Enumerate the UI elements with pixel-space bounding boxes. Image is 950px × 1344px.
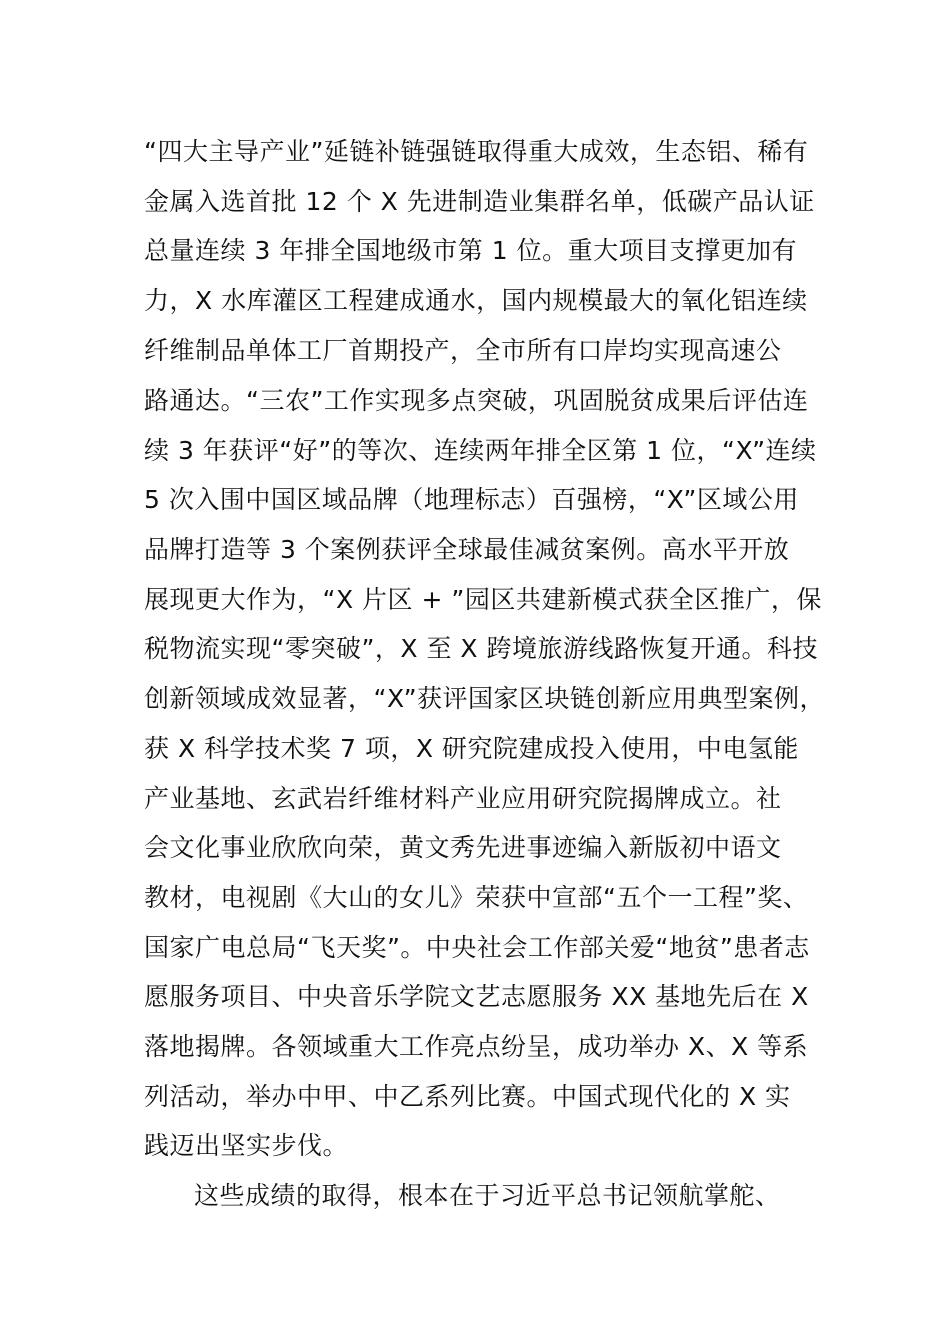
paragraph-line-14: 产业基地、玄武岩纤维材料产业应用研究院揭牌成立。社 bbox=[144, 784, 782, 813]
paragraph-line-20: 列活动，举办中甲、中乙系列比赛。中国式现代化的 X 实 bbox=[144, 1082, 791, 1111]
paragraph-line-1: “四大主导产业”延链补链强链取得重大成效，生态铝、稀有 bbox=[144, 137, 809, 166]
paragraph-line-4: 力，X 水库灌区工程建成通水，国内规模最大的氧化铝连续 bbox=[144, 286, 808, 315]
paragraph-line-5: 纤维制品单体工厂首期投产，全市所有口岸均实现高速公 bbox=[144, 336, 782, 365]
paragraph-line-12: 创新领域成效显著，“X”获评国家区块链创新应用典型案例， bbox=[144, 684, 826, 713]
paragraph-line-17: 国家广电总局“飞天奖”。中央社会工作部关爱“地贫”患者志 bbox=[144, 933, 810, 962]
paragraph-line-16: 教材，电视剧《大山的女儿》荣获中宣部“五个一工程”奖、 bbox=[144, 883, 809, 912]
paragraph-line-7: 续 3 年获评“好”的等次、连续两年排全区第 1 位，“X”连续 bbox=[144, 436, 817, 465]
paragraph-line-3: 总量连续 3 年排全国地级市第 1 位。重大项目支撑更加有 bbox=[144, 236, 798, 265]
paragraph-line-10: 展现更大作为，“X 片区 + ”园区共建新模式获全区推广，保 bbox=[144, 585, 822, 614]
paragraph-line-18: 愿服务项目、中央音乐学院文艺志愿服务 XX 基地先后在 X bbox=[144, 982, 809, 1011]
next-paragraph-line: 这些成绩的取得，根本在于习近平总书记领航掌舵、 bbox=[194, 1181, 781, 1210]
paragraph-line-15: 会文化事业欣欣向荣，黄文秀先进事迹编入新版初中语文 bbox=[144, 833, 782, 862]
paragraph-line-2: 金属入选首批 12 个 X 先进制造业集群名单，低碳产品认证 bbox=[144, 187, 815, 216]
paragraph-line-13: 获 X 科学技术奖 7 项，X 研究院建成投入使用，中电氢能 bbox=[144, 734, 799, 763]
paragraph-line-11: 税物流实现“零突破”，X 至 X 跨境旅游线路恢复开通。科技 bbox=[144, 634, 818, 663]
paragraph-line-8: 5 次入围中国区域品牌（地理标志）百强榜，“X”区域公用 bbox=[144, 485, 799, 514]
paragraph-line-19: 落地揭牌。各领域重大工作亮点纷呈，成功举办 X、X 等系 bbox=[144, 1032, 809, 1061]
paragraph-line-21: 践迈出坚实步伐。 bbox=[144, 1131, 349, 1160]
paragraph-line-6: 路通达。“三农”工作实现多点突破，巩固脱贫成果后评估连 bbox=[144, 386, 809, 415]
paragraph-line-9: 品牌打造等 3 个案例获评全球最佳减贫案例。高水平开放 bbox=[144, 535, 790, 564]
